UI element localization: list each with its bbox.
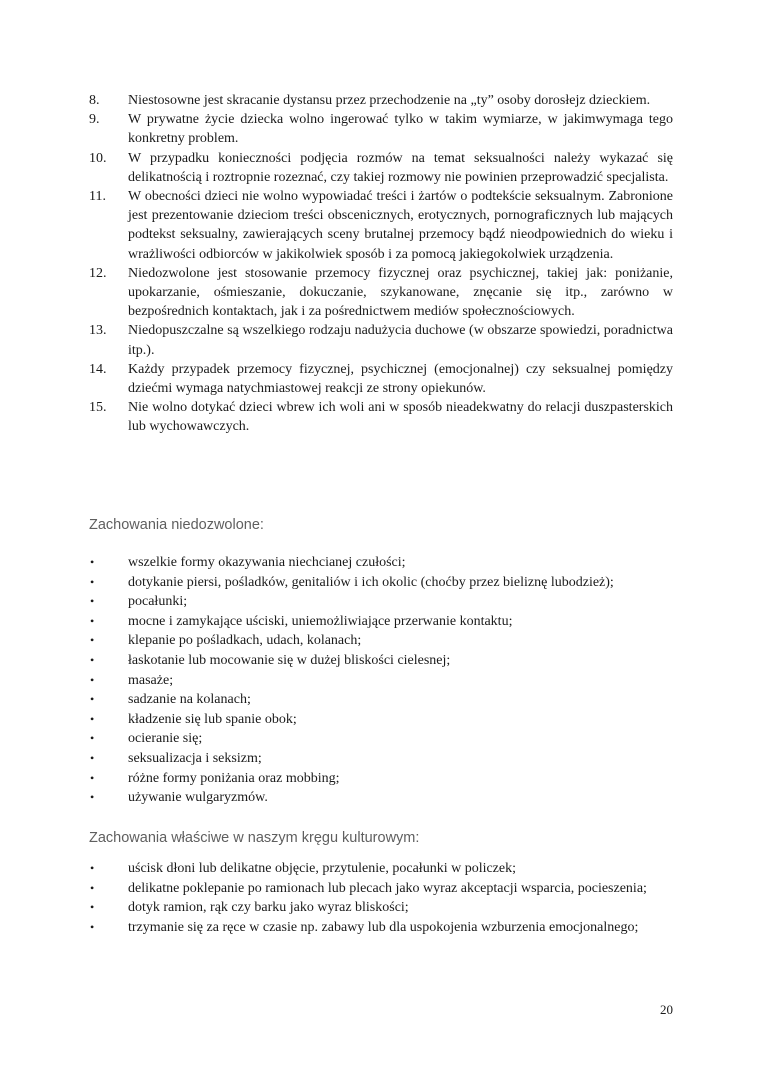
item-text: mocne i zamykające uściski, uniemożliwiające przerwanie kontaktu;	[128, 613, 513, 629]
bullet-icon: •	[90, 633, 95, 648]
item-text: dotykanie piersi, pośladków, genitaliów i ich okolic (choćby przez bieliznę lubodzież);	[128, 574, 614, 590]
bullet-icon: •	[90, 731, 95, 746]
bullet-icon: •	[90, 692, 95, 707]
item-text: uścisk dłoni lub delikatne objęcie, przytulenie, pocałunki w policzek;	[128, 861, 517, 876]
list-item	[89, 360, 673, 398]
item-number: 10.	[89, 150, 107, 166]
list-item	[89, 573, 673, 593]
item-text: Niestosowne jest skracanie dystansu przez przechodzenie na „ty” osoby dorosłejz dzieckiem.	[128, 93, 651, 108]
bullet-icon: •	[90, 919, 95, 934]
bullet-icon: •	[90, 594, 95, 609]
item-text: seksualizacja i seksizm;	[128, 750, 262, 766]
list-item	[89, 729, 673, 749]
list-item	[89, 671, 673, 691]
item-number: 13.	[89, 323, 107, 339]
list-item	[89, 612, 673, 632]
list-item	[89, 264, 673, 322]
item-text: W obecności dzieci nie wolno wypowiadać treści i żartów o podtekście seksualnym. Zabronione jest prezentowanie dzieciom treści obscenicznych, erotycznych, pornograficznych lub mających podtekst seksualny, zawierających sceny brutalnej przemocy bądź nieodpowiednich do wieku i wrażliwości odbiorców w jakikolwiek sposób i za pomocą jakiegokolwiek urządzenia.	[128, 189, 673, 262]
item-number: 14.	[89, 361, 107, 377]
list-item	[89, 898, 673, 918]
item-text: W prywatne życie dziecka wolno ingerować tylko w takim wymiarze, w jakimwymaga tego konkretny problem.	[128, 112, 673, 147]
list-item	[89, 710, 673, 730]
bullet-icon: •	[90, 613, 95, 628]
list-item	[89, 91, 673, 110]
list-item	[89, 788, 673, 808]
list-item	[89, 187, 673, 264]
item-text: delikatne poklepanie po ramionach lub plecach jako wyraz akceptacji wsparcia, pocieszenia;	[128, 880, 647, 896]
item-text: W przypadku konieczności podjęcia rozmów na temat seksualności należy wykazać się delikatnością i roztropnie rozeznać, czy takiej rozmowy nie powinien przeprowadzić specjalista.	[128, 150, 673, 185]
page-number: 20	[660, 1002, 673, 1017]
appropriate-behaviours-list	[89, 859, 673, 937]
section-heading-forbidden: Zachowania niedozwolone:	[89, 517, 264, 533]
list-item	[89, 879, 673, 899]
item-text: Niedozwolone jest stosowanie przemocy fizycznej oraz psychicznej, takiej jak: poniżanie, upokarzanie, ośmieszanie, dokuczanie, szykanowane, znęcanie się itp., zarówno w bezpośrednich kontaktach, jak i za pośrednictwem mediów społecznościowych.	[128, 265, 673, 320]
list-item	[89, 553, 673, 573]
bullet-icon: •	[90, 574, 95, 589]
bullet-icon: •	[90, 555, 95, 569]
item-text: dotyk ramion, rąk czy barku jako wyraz bliskości;	[128, 900, 409, 916]
item-number: 8.	[89, 93, 100, 108]
list-item	[89, 769, 673, 789]
list-item	[89, 859, 673, 879]
list-item	[89, 110, 673, 148]
item-text: trzymanie się za ręce w czasie np. zabawy lub dla uspokojenia wzburzenia emocjonalnego;	[128, 919, 639, 935]
bullet-icon: •	[90, 652, 95, 667]
item-number: 15.	[89, 400, 107, 416]
list-item	[89, 918, 673, 938]
bullet-icon: •	[90, 900, 95, 915]
bullet-icon: •	[90, 770, 95, 785]
item-text: sadzanie na kolanach;	[128, 692, 251, 708]
item-text: Niedopuszczalne są wszelkiego rodzaju nadużycia duchowe (w obszarze spowiedzi, poradnictwa itp.).	[128, 323, 673, 358]
item-number: 11.	[89, 189, 106, 205]
bullet-icon: •	[90, 861, 95, 875]
list-item	[89, 749, 673, 769]
item-text: używanie wulgaryzmów.	[128, 790, 268, 806]
item-number: 9.	[89, 112, 100, 128]
forbidden-behaviours-list	[89, 553, 673, 808]
list-item	[89, 592, 673, 612]
list-item	[89, 149, 673, 187]
bullet-icon: •	[90, 672, 95, 687]
bullet-icon: •	[90, 880, 95, 895]
list-item	[89, 398, 673, 436]
item-text: Nie wolno dotykać dzieci wbrew ich woli ani w sposób nieadekwatny do relacji duszpasterskich lub wychowawczych.	[128, 400, 673, 435]
bullet-icon: •	[90, 750, 95, 765]
item-text: pocałunki;	[128, 594, 188, 610]
item-text: klepanie po pośladkach, udach, kolanach;	[128, 633, 362, 649]
item-text: ocieranie się;	[128, 731, 203, 747]
item-text: Każdy przypadek przemocy fizycznej, psychicznej (emocjonalnej) czy seksualnej pomiędzy dziećmi wymaga natychmiastowej reakcji ze strony opiekunów.	[128, 361, 673, 397]
item-text: łaskotanie lub mocowanie się w dużej bliskości cielesnej;	[128, 652, 451, 668]
numbered-rules-list	[89, 91, 673, 437]
item-text: kładzenie się lub spanie obok;	[128, 711, 297, 727]
item-text: masaże;	[128, 672, 174, 688]
bullet-icon: •	[90, 711, 95, 726]
bullet-icon: •	[90, 790, 95, 805]
item-text: różne formy poniżania oraz mobbing;	[128, 770, 340, 786]
item-text: wszelkie formy okazywania niechcianej czułości;	[128, 555, 406, 570]
section-heading-appropriate: Zachowania właściwe w naszym kręgu kulturowym:	[89, 830, 420, 846]
item-number: 12.	[89, 265, 107, 281]
list-item	[89, 651, 673, 671]
list-item	[89, 631, 673, 651]
list-item	[89, 690, 673, 710]
list-item	[89, 321, 673, 359]
